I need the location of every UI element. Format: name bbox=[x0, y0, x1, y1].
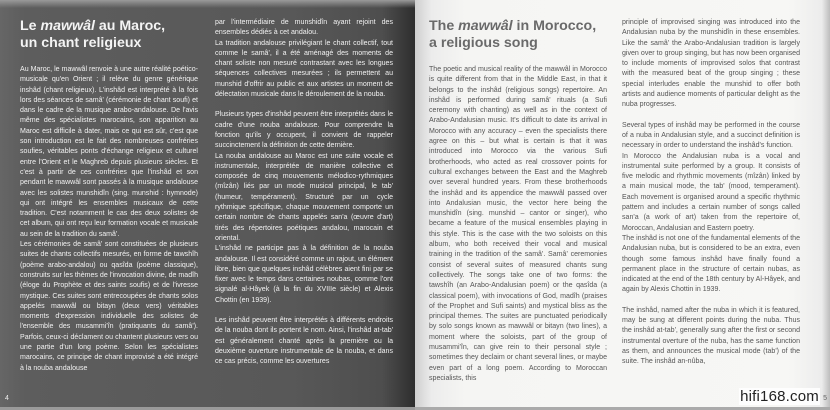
paragraph: Les inshâd peuvent être interprétés à différents endroits de la nouba dont ils portent le nom. Ainsi, l'inshâd at-tab' est généralement chanté après la première ou la deuxième ouverture instrumentale de la nouba, et dans ce cas précis, comme les ouvertures bbox=[215, 317, 393, 366]
paragraph: The poetic and musical reality of the mawwâl in Morocco is quite different from that in the Middle East, in that it belongs to the inshâd (religious songs) repertoire. An inshâd is performed during samâ' rituals (a Sufi ceremony with chanting) as well as in the context of Arabo-Andalusian music. It's difficult to date its arrival in Morocco with any accuracy – even the specialists there agree on this – but what is certain is that it was introduced into Morocco via the various Sufi brotherhoods, who acted as real crossover points for cultural exchanges between the East and the Maghreb over several hundred years. From these brotherhoods the inshâd and its appendice the mawwâl passed over into Andalusian music, the vector here being the munshidîn (sing. munshid – cantor or singer), who became a feature of the musical ensembles playing in this style. This is the case with the two soloists on this album, who both received their vocal and musical training in the tradition of the samâ'. Samâ' ceremonies consist of several suites of measured chants sung collectively. The songs take one of two forms: the tawshîh (an Arabo-Andalusian poem) or the qasîda (a classical poem), with invocations of God, madîh (praises of the Prophet and Sufi saints) and mystical bliss as the principal themes. The suites are punctuated periodically by solo songs known as mawwâl or bitayn (two lines), a moment where the soloists, part of the group of musammi'în, can give rein to their personal style ; sometimes they declaim or chant several lines, or maybe even part of a long poem. According to Moroccan specialists, this bbox=[429, 66, 607, 382]
page-number: 4 bbox=[5, 395, 9, 402]
french-title bbox=[20, 18, 198, 51]
paragraph: par l'intermédiaire de munshidîn ayant rejoint des ensembles dédiés à cet andalou. bbox=[215, 19, 393, 37]
paragraph: Plusieurs types d'inshâd peuvent être interprétés dans le cadre d'une nouba andalouse. Pour comprendre la fonction qu'ils y occupent, il convient de rappeler succinctement la définition de cette dernière. bbox=[215, 111, 393, 150]
paragraph: Several types of inshâd may be performed in the course of a nuba in Andalusian style, and a succinct definition is necessary in order to understand the inshâd's function. bbox=[622, 121, 800, 150]
left-page-column-2 bbox=[215, 18, 393, 368]
title-text: Le bbox=[20, 18, 41, 34]
watermark: hifi168.com bbox=[740, 388, 819, 405]
english-title bbox=[429, 18, 607, 51]
title-text-line2: un chant religieux bbox=[20, 34, 142, 51]
paragraph: L'inshâd ne participe pas à la définition de la nouba andalouse. Il est considéré comme un rajout, un élément libre, bien que quelques inshâd célèbres aient fini par se fixer avec le temps dans certaines noubas, comme l'ont signalé al-Hâyek (à la fin du XVIIIe siècle) et Alexis Chottin (en 1939). bbox=[215, 245, 393, 304]
paragraph: principle of improvised singing was introduced into the Andalusian nuba by the munshidîn in these ensembles. Like the samâ' the Arabo-Andalusian tradition is largely given over to group singing, but has now been organised to include moments of improvised solos that contrast with the measured beat of the group singing ; these special interludes enable the munshid to offer both artists and audience moments of particular delight as the nuba progresses. bbox=[622, 19, 800, 109]
right-page-column-2 bbox=[622, 18, 800, 368]
page-number: 5 bbox=[823, 395, 827, 402]
paragraph: Au Maroc, le mawwâl renvoie à une autre réalité poético-musicale qu'en Orient ; il relève du genre générique inshâd (chant religieux). L'inshâd est interprété à la fois lors des séances de samâ' (cérémonie de chant soufi) et dans le cadre de la musique arabo-andalouse. De l'avis même des spécialistes marocains, son apparition au Maroc est difficile à dater, mais ce qui est sûr, c'est que son introduction est le fait des nombreuses confréries soufies, véritables ponts d'échange religieux et culturel entre l'Orient et le Maghreb depuis plusieurs siècles. Et c'est à partir de ces confréries que l'inshâd et son pendant le mawwâl sont passés à la musique andalouse avec les solistes munshidîn (sing. munshid : hymnode) qui ont intégré les ensembles musicaux de cette tradition. C'est notamment le cas des deux solistes de cet album, qui ont reçu leur formation vocale et musicale au sein de la tradition du samâ'. bbox=[20, 66, 198, 238]
paragraph: The inshâd is not one of the fundamental elements of the Andalusian nuba, but is considered to be an extra, even though some famous inshâd have finally found a permanent place in the structure of certain nubas, as indicated at the end of the 18th century by Al-Hâyek, and again by Alexis Chottin in 1939. bbox=[622, 234, 800, 294]
paragraph: The inshâd, named after the nuba in which it is featured, may be sung at different points during the nuba. Thus the inshâd at-tab', generally sung after the first or second instrumental overture of the nuba, has the same function as them, and announces the musical mode (tab') of the suite. The inshâd an-nûba, bbox=[622, 306, 800, 366]
title-italic-term: mawwâl bbox=[458, 18, 513, 34]
title-text: The bbox=[429, 18, 459, 34]
title-italic-term: mawwâl bbox=[40, 18, 95, 34]
paragraph: La nouba andalouse au Maroc est une suite vocale et instrumentale, interprétée de manière collective et composée de cinq mouvements mélodico-rythmiques (mîzân) liés par un mode musical principal, le tab' (humeur, tempérament). Structuré par un cycle rythmique spécifique, chaque mouvement comporte un certain nombre de chants appelés san'a (œuvre d'art) tirés des répertoires poétiques andalou, marocain et oriental. bbox=[215, 152, 393, 242]
right-page-english bbox=[415, 0, 830, 410]
paragraph: In Morocco the Andalusian nuba is a vocal and instrumental suite performed by a group. It consists of five melodic and rhythmic movements (mîzân) linked by a main musical mode, the tab' (mood, temperament). Each movement is organised around a specific rhythmic pattern and includes a certain number of songs called san'a (a work of art) taken from the repertoire of, Moroccan, Andalusian and Eastern poetry. bbox=[622, 152, 800, 232]
right-page-column-1 bbox=[429, 18, 607, 384]
title-text: au Maroc, bbox=[94, 18, 166, 34]
title-text-line2: a religious song bbox=[429, 34, 538, 51]
title-text: in Morocco, bbox=[512, 18, 597, 34]
paragraph: Les cérémonies de samâ' sont constituées de plusieurs suites de chants collectifs mesurés, en forme de tawshîh (poème arabo-andalou) ou qasîda (poème classique), construits sur les thèmes de l'invocation divine, de madîh (éloge du Prophète et des saints soufis) et de l'ivresse mystique. Ces suites sont entrecoupées de chants solos appelés mawwâl ou bitayn (deux vers) véritables moments d'expression individuelle des solistes de l'ensemble des musammi'în (pratiquants du samâ'). Parfois, ceux-ci déclament ou chantent plusieurs vers ou une partie d'un long poème. Selon les spécialistes marocains, ce principe de chant improvisé a été intégré à la nouba andalouse bbox=[20, 241, 198, 372]
left-page-column-1 bbox=[20, 18, 198, 374]
paragraph: La tradition andalouse privilégiant le chant collectif, tout comme le samâ', il a été aménagé des moments de chant soliste non mesuré contrastant avec les longues séquences collectives mesurées ; ils permettent au munshid d'offrir au public et aux artistes un moment de délectation musicale dans le déroulement de la nouba. bbox=[215, 39, 393, 99]
